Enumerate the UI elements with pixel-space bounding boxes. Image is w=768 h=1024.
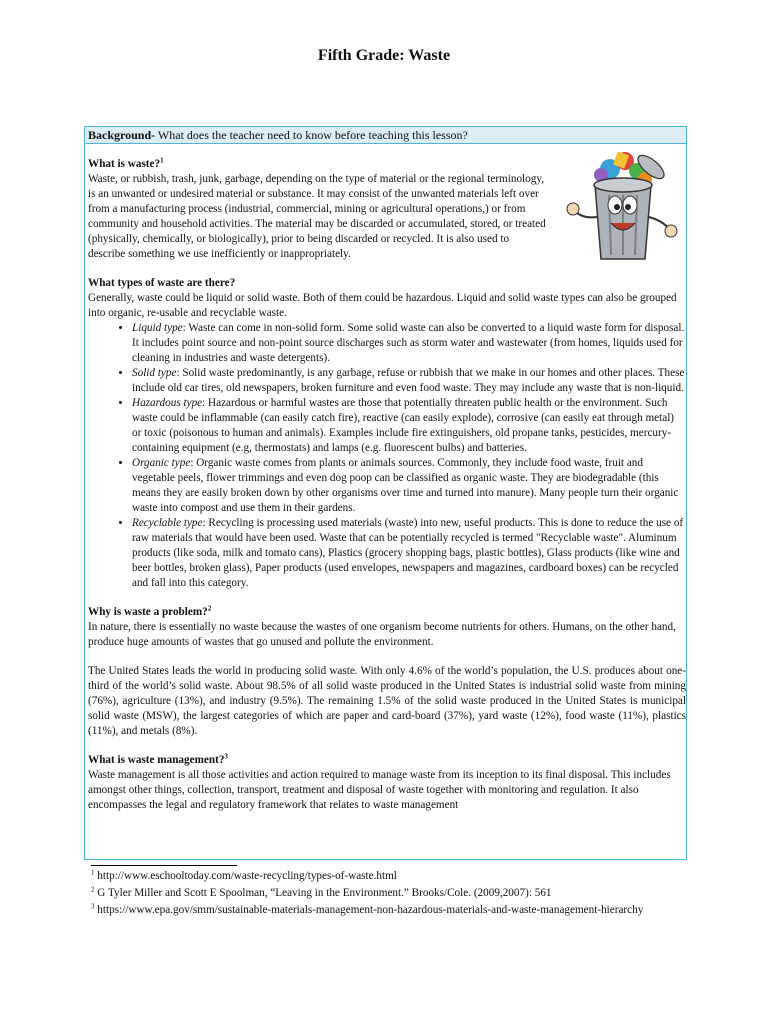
waste-types-heading: What types of waste are there? bbox=[88, 277, 236, 289]
what-is-waste-heading: What is waste?$^1$ bbox=[88, 156, 164, 170]
footnote: $^1$ http://www.eschooltoday.com/waste-recycling/types-of-waste.html bbox=[91, 868, 397, 882]
waste-types-list bbox=[88, 321, 686, 591]
us-waste-stats-text: The United States leads the world in producing solid waste. With only 4.6% of the world’s population, the U.S. produces about one-third of the world’s solid waste. About 98.5% of all solid waste produced in the United States is industrial solid waste from mining (76%), agriculture (13%), and industry (9.5%). The remaining 1.5% of the solid waste produced in the United States is municipal solid waste (MSW), the largest categories of which are paper and card-board (37%), yard waste (12%), food waste (11%), plastics (11%), and metals (8%). bbox=[88, 665, 686, 737]
background-question: What does the teacher need to know before teaching this lesson? bbox=[155, 128, 468, 142]
waste-problem-heading: Why is waste a problem?$^2$ bbox=[88, 604, 212, 618]
footnote-divider bbox=[91, 865, 237, 866]
list-item: • Solid type: Solid waste predominantly, is any garbage, refuse or rubbish that we make in our homes and other places. These include old car tires, old newspapers, broken furniture and even food waste. They may include any waste that is non-liquid. bbox=[132, 366, 686, 396]
footnote: $^3$ https://www.epa.gov/smm/sustainable-materials-management-non-hazardous-materials-and-waste-management-hierarchy bbox=[91, 902, 644, 916]
footnotes bbox=[91, 868, 691, 919]
waste-problem-text: In nature, there is essentially no waste because the wastes of one organism become nutrients for others. Humans, on the other hand, produce huge amounts of wastes that go unused and pollute the environment. bbox=[88, 621, 676, 648]
what-is-waste-text: Waste, or rubbish, trash, junk, garbage, depending on the type of material or the regional terminology, is an unwanted or undesired material or substance. It may consist of the unwanted materials left over from a manufacturing process (industrial, commercial, mining or agricultural operations,) or from community and household activities. The material may be discarded or accumulated, stored, or treated (physically, chemically, or biologically), prior to being discarded or recycled. It is also used to describe something we use inefficiently or inappropriately. bbox=[88, 173, 546, 260]
background-section bbox=[84, 126, 687, 860]
footnote: $^2$ G Tyler Miller and Scott E Spoolman, “Leaving in the Environment.” Brooks/Cole. (2009,2007): 561 bbox=[91, 885, 552, 899]
waste-types-intro: Generally, waste could be liquid or solid waste. Both of them could be hazardous. Liquid and solid waste types can also be grouped into organic, re-usable and recyclable waste. bbox=[88, 292, 677, 319]
background-header bbox=[85, 127, 686, 144]
list-item: • Organic type: Organic waste comes from plants or animals sources. Commonly, they include food waste, fruit and vegetable peels, flower trimmings and even dog poop can be classified as organic waste. They are biodegradable (this means they are easily broken down by other organisms over time and turned into manure). Many people turn their organic waste into compost and use them in their gardens. bbox=[132, 456, 686, 516]
list-item: • Recyclable type: Recycling is processing used materials (waste) into new, useful products. This is done to reduce the use of raw materials that would have been used. Waste that can be potentially recycled is termed "Recyclable waste". Aluminum products (like soda, milk and tomato cans), Plastics (grocery shopping bags, plastic bottles), Glass products (like wine and beer bottles, broken glass), Paper products (used envelopes, newspapers and magazines, cardboard boxes) can be recycled and fall into this category. bbox=[132, 516, 686, 591]
waste-management-heading: What is waste management?$^3$ bbox=[88, 752, 228, 766]
waste-management-text: Waste management is all those activities and action required to manage waste from its inception to its final disposal. This includes amongst other things, collection, transport, treatment and disposal of waste together with monitoring and regulation. It also encompasses the legal and regulatory framework that relates to waste management bbox=[88, 769, 671, 811]
background-body bbox=[88, 157, 686, 813]
list-item: • Liquid type: Waste can come in non-solid form. Some solid waste can also be converted to a liquid waste form for disposal. It includes point source and non-point source discharges such as storm water and wastewater (from homes, liquids used for cleaning in industries and waste detergents). bbox=[132, 321, 686, 366]
list-item: • Hazardous type: Hazardous or harmful wastes are those that potentially threaten public health or the environment. Such waste could be inflammable (can easily catch fire), reactive (can easily explode), corrosive (can easily eat through metal) or toxic (poisonous to human and animals). Examples include fire extinguishers, old propane tanks, pesticides, mercury-containing equipment (e.g, thermostats) and lamps (e.g. fluorescent bulbs) and batteries. bbox=[132, 396, 686, 456]
background-label: Background- bbox=[88, 128, 156, 142]
page-title: Fifth Grade: Waste bbox=[317, 47, 451, 64]
